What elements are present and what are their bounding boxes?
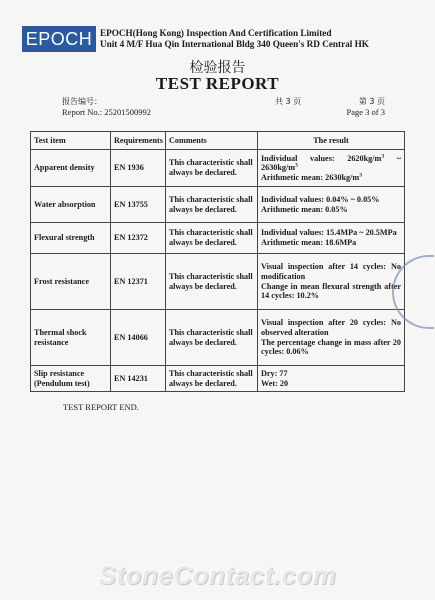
header-result: The result	[258, 132, 405, 150]
result-text: Wet: 20	[261, 378, 289, 388]
requirement-cell: EN 13755	[111, 187, 166, 223]
report-end-text: TEST REPORT END.	[63, 402, 139, 412]
result-text: Dry: 77	[261, 368, 288, 378]
current-page-cn: 第 3 页	[358, 97, 385, 106]
result-text: Arithmetic mean: 0.05%	[261, 204, 348, 214]
result-cell	[258, 223, 405, 254]
report-number-label-cn: 报告编号：	[62, 97, 102, 106]
result-text: Visual inspection after 20 cycles: No observed alteration	[261, 318, 401, 337]
comment-cell: This characteristic shall always be declared.	[166, 366, 258, 392]
requirement-cell: EN 12372	[111, 223, 166, 254]
test-item-cell: Apparent density	[31, 150, 111, 187]
epoch-logo: EPOCH	[22, 26, 96, 52]
company-name: EPOCH(Hong Kong) Inspection And Certification Limited	[100, 28, 332, 38]
test-item-cell: Frost resistance	[31, 254, 111, 310]
comment-cell: This characteristic shall always be declared.	[166, 223, 258, 254]
result-text: Arithmetic mean: 2630kg/m	[261, 172, 360, 182]
result-text: ~ 2630kg/m	[261, 153, 401, 173]
table-row	[31, 150, 405, 187]
table-row	[31, 254, 405, 310]
result-text: The percentage change in mass after 20 cycles: 0.06%	[261, 337, 401, 357]
result-superscript: 3	[359, 172, 362, 179]
result-text: Individual values: 0.04% ~ 0.05%	[261, 194, 380, 204]
results-table	[30, 131, 405, 392]
comment-cell: This characteristic shall always be declared.	[166, 150, 258, 187]
requirement-cell: EN 1936	[111, 150, 166, 187]
page-number-en: Page 3 of 3	[346, 107, 385, 117]
result-text: Individual values: 2620kg/m	[261, 153, 382, 163]
report-title-cn: 检验报告	[189, 60, 246, 76]
table-header-row	[31, 132, 405, 150]
result-superscript: 3	[381, 152, 385, 159]
total-pages-cn: 共 3 页	[275, 97, 302, 106]
result-text: Arithmetic mean: 18.6MPa	[261, 238, 357, 247]
test-item-cell: Flexural strength	[31, 223, 111, 254]
result-cell	[258, 187, 405, 223]
requirement-cell: EN 14066	[111, 310, 166, 366]
result-text: Visual inspection after 14 cycles: No modification	[261, 262, 401, 281]
requirement-cell: EN 14231	[111, 366, 166, 392]
company-address: Unit 4 M/F Hua Qin International Bldg 340 Queen's RD Central HK	[100, 39, 369, 49]
report-number-row	[62, 107, 151, 118]
result-superscript: 3	[295, 162, 298, 169]
report-title: TEST REPORT	[155, 74, 280, 93]
header-requirements: Requirements	[111, 132, 166, 150]
comment-cell: This characteristic shall always be declared.	[166, 187, 258, 223]
result-cell	[258, 254, 405, 310]
comment-cell: This characteristic shall always be declared.	[166, 310, 258, 366]
test-item-cell: Water absorption	[31, 187, 111, 223]
result-cell	[258, 310, 405, 366]
table-row	[31, 366, 405, 392]
test-item-cell: Slip resistance (Pendulum test)	[31, 366, 111, 392]
report-number-block	[62, 96, 151, 118]
comment-cell: This characteristic shall always be declared.	[166, 254, 258, 310]
page-number-block	[275, 96, 385, 118]
result-text: Change in mean flexural strength after 14 cycles: 10.2%	[261, 281, 401, 301]
requirement-cell: EN 12371	[111, 254, 166, 310]
result-cell	[258, 366, 405, 392]
header-test-item: Test item	[31, 132, 111, 150]
test-item-cell: Thermal shock resistance	[31, 310, 111, 366]
table-row	[31, 310, 405, 366]
report-number-label: Report No.:	[62, 107, 103, 117]
page-number-cn	[275, 96, 385, 107]
result-text: Individual values: 15.4MPa ~ 20.5MPa	[261, 228, 397, 238]
table-row	[31, 187, 405, 223]
company-info	[100, 28, 430, 50]
header-comments: Comments	[166, 132, 258, 150]
report-number-value: 25201500992	[104, 107, 152, 117]
result-cell	[258, 150, 405, 187]
watermark: StoneContact.com	[98, 560, 337, 590]
table-row	[31, 223, 405, 254]
